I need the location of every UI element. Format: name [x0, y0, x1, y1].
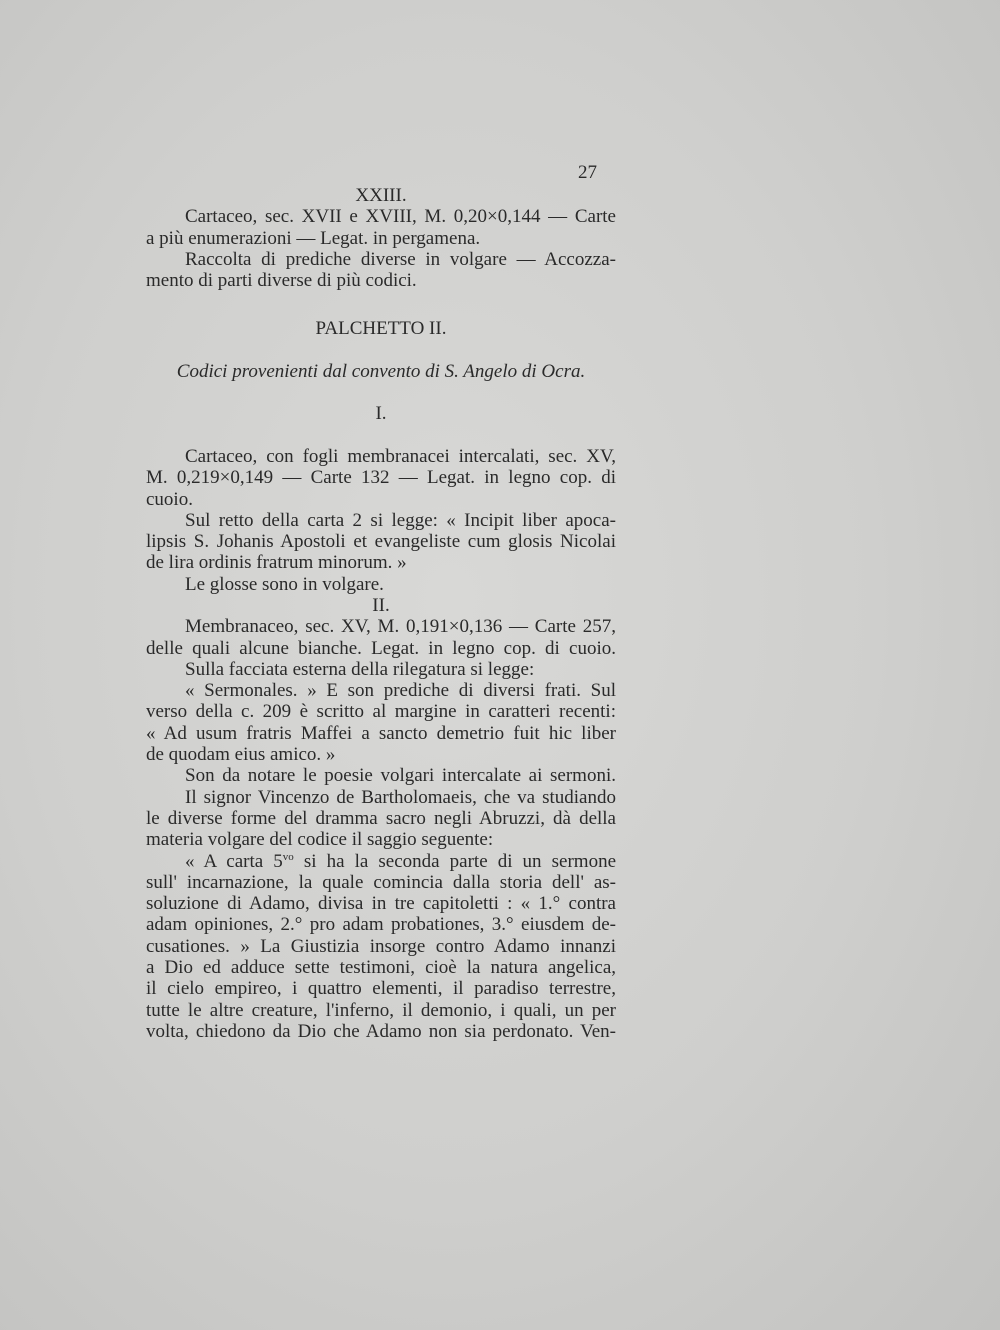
section-ii [146, 595, 616, 1042]
text-line: Le glosse sono in volgare. [185, 573, 384, 595]
text-line: tutte le altre creature, l'inferno, il demonio, i quali, un per [146, 999, 616, 1021]
carta-superscript: vo [282, 850, 294, 863]
text-line: cuoio. [146, 488, 193, 510]
text-line: Cartaceo, sec. XVII e XVIII, M. 0,20×0,144 — Carte [185, 206, 616, 228]
text-line: de lira ordinis fratrum minorum. » [146, 552, 407, 574]
text-line: cusationes. » La Giustizia insorge contro Adamo innanzi [146, 935, 616, 957]
text-line: a più enumerazioni — Legat. in pergamena. [146, 227, 481, 249]
text-line: materia volgare del codice il saggio seguente: [146, 829, 494, 851]
text-line: le diverse forme del dramma sacro negli Abruzzi, dà della [146, 807, 616, 829]
carta-pre: « A carta 5 [185, 850, 283, 872]
text-line: adam opiniones, 2.° pro adam probationes, 3.° eiusdem de- [146, 914, 616, 936]
carta-post: si ha la seconda parte di un sermone [293, 850, 616, 872]
text-line: soluzione di Adamo, divisa in tre capitoletti : « 1.° contra [146, 893, 616, 915]
text-line: delle quali alcune bianche. Legat. in legno cop. di cuoio. [146, 637, 616, 659]
text-line: Son da notare le poesie volgari intercalate ai sermoni. [185, 765, 616, 787]
text-line: mento di parti diverse di più codici. [146, 270, 417, 292]
section-heading: I. [375, 403, 387, 424]
text-line: lipsis S. Johanis Apostoli et evangeliste cum glosis Nicolai [146, 531, 616, 553]
text-line: Raccolta di prediche diverse in volgare — Accozza- [185, 248, 616, 270]
text-line: « Sermonales. » E son prediche di diversi frati. Sul [185, 680, 616, 702]
text-line: M. 0,219×0,149 — Carte 132 — Legat. in legno cop. di [146, 467, 616, 489]
text-line: a Dio ed adduce sette testimoni, cioè la natura angelica, [146, 957, 616, 979]
text-line: il cielo empireo, i quattro elementi, il paradiso terrestre, [146, 978, 616, 1000]
text-line: « Ad usum fratris Maffei a sancto demetrio fuit hic liber [146, 722, 616, 744]
text-line: Il signor Vincenzo de Bartholomaeis, che va studiando [185, 786, 616, 808]
section-i-heading-block [146, 403, 616, 424]
palchetto-subtitle-block [146, 361, 616, 382]
section-heading: XXIII. [355, 185, 407, 206]
palchetto-block [146, 318, 616, 339]
text-line: Sulla facciata esterna della rilegatura si legge: [185, 658, 535, 680]
text-line: verso della c. 209 è scritto al margine in caratteri recenti: [146, 701, 616, 723]
text-line: sull' incarnazione, la quale comincia dalla storia dell' as- [146, 871, 616, 893]
palchetto-subtitle: Codici provenienti dal convento di S. Angelo di Ocra. [176, 361, 586, 382]
section-xxiii [146, 185, 616, 291]
palchetto-heading: PALCHETTO II. [315, 318, 447, 339]
text-line [146, 851, 616, 872]
section-i [146, 446, 616, 595]
text-line: de quodam eius amico. » [146, 744, 336, 766]
page-number: 27 [578, 162, 597, 183]
text-line: Membranaceo, sec. XV, M. 0,191×0,136 — Carte 257, [185, 616, 616, 638]
section-heading: II. [372, 595, 390, 616]
text-line: volta, chiedono da Dio che Adamo non sia perdonato. Ven- [146, 1020, 616, 1042]
text-line: Sul retto della carta 2 si legge: « Incipit liber apoca- [185, 509, 616, 531]
text-line: Cartaceo, con fogli membranacei intercalati, sec. XV, [185, 446, 616, 467]
